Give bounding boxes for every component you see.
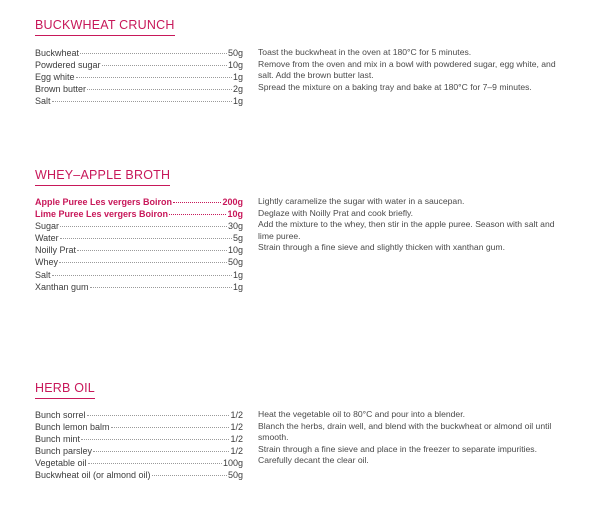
method-step: Toast the buckwheat in the oven at 180°C for 5 minutes. bbox=[258, 47, 472, 57]
ingredient-name: Lime Puree Les vergers Boiron bbox=[35, 209, 169, 220]
ingredient-row bbox=[35, 59, 243, 71]
ingredient-qty: 50g bbox=[227, 257, 243, 268]
ingredient-name: Brown butter bbox=[35, 84, 87, 95]
ingredient-name: Vegetable oil bbox=[35, 458, 87, 469]
ingredient-qty: 100g bbox=[222, 458, 243, 469]
ingredient-name: Buckwheat oil (or almond oil) bbox=[35, 470, 151, 481]
ingredient-list bbox=[35, 196, 243, 293]
dot-leader bbox=[173, 202, 221, 203]
ingredient-qty: 200g bbox=[222, 197, 243, 207]
ingredient-row bbox=[35, 469, 243, 481]
dot-leader bbox=[59, 262, 227, 263]
ingredient-name: Xanthan gum bbox=[35, 281, 89, 292]
method-step: Deglaze with Noilly Prat and cook briefly. bbox=[258, 207, 414, 218]
ingredient-row bbox=[35, 256, 243, 268]
ingredient-name: Bunch parsley bbox=[35, 446, 93, 457]
dot-leader bbox=[77, 250, 227, 251]
ingredient-qty: 1/2 bbox=[230, 434, 243, 445]
dot-leader bbox=[169, 214, 226, 215]
ingredient-name: Egg white bbox=[35, 72, 75, 83]
ingredient-row bbox=[35, 47, 243, 59]
dot-leader bbox=[111, 427, 230, 428]
ingredient-name: Salt bbox=[35, 269, 51, 280]
ingredient-name: Water bbox=[35, 233, 59, 244]
ingredient-qty: 1g bbox=[232, 72, 243, 83]
dot-leader bbox=[93, 451, 229, 452]
section-title: WHEY–APPLE BROTH bbox=[35, 168, 170, 186]
ingredient-row bbox=[35, 95, 243, 107]
section-title: HERB OIL bbox=[35, 381, 95, 399]
ingredient-qty: 10g bbox=[227, 245, 243, 256]
ingredient-name: Powdered sugar bbox=[35, 60, 101, 71]
ingredient-list bbox=[35, 47, 243, 107]
ingredient-qty: 10g bbox=[227, 209, 243, 220]
dot-leader bbox=[81, 439, 229, 440]
ingredient-qty: 1g bbox=[232, 269, 243, 280]
ingredient-qty: 30g bbox=[227, 221, 243, 232]
ingredient-row bbox=[35, 269, 243, 281]
method-step: Remove from the oven and mix in a bowl with powdered sugar, egg white, and salt. Add the brown butter last. bbox=[258, 58, 556, 81]
ingredient-name: Bunch mint bbox=[35, 434, 81, 445]
ingredient-row bbox=[35, 244, 243, 256]
dot-leader bbox=[88, 463, 222, 464]
ingredient-name: Whey bbox=[35, 257, 59, 268]
ingredient-row bbox=[35, 220, 243, 232]
ingredient-name: Sugar bbox=[35, 221, 60, 232]
section-whey-apple-broth bbox=[35, 166, 565, 316]
ingredient-row bbox=[35, 281, 243, 293]
ingredient-row bbox=[35, 421, 243, 433]
ingredient-qty: 1/2 bbox=[230, 410, 243, 420]
ingredient-qty: 5g bbox=[232, 233, 243, 244]
method-step: Blanch the herbs, drain well, and blend with the buckwheat or almond oil until smooth. bbox=[258, 420, 552, 443]
dot-leader bbox=[152, 475, 227, 476]
ingredient-name: Buckwheat bbox=[35, 48, 80, 58]
dot-leader bbox=[87, 415, 230, 416]
method-step: Strain through a fine sieve and place in the freezer to separate impurities. Carefully decant the clear oil. bbox=[258, 443, 537, 466]
dot-leader bbox=[60, 238, 232, 239]
ingredient-qty: 2g bbox=[232, 84, 243, 95]
dot-leader bbox=[52, 101, 232, 102]
ingredient-name: Noilly Prat bbox=[35, 245, 77, 256]
ingredient-name: Bunch sorrel bbox=[35, 410, 86, 420]
ingredient-row bbox=[35, 445, 243, 457]
method-text bbox=[258, 47, 558, 93]
ingredient-qty: 50g bbox=[227, 48, 243, 58]
dot-leader bbox=[90, 287, 232, 288]
ingredient-name: Bunch lemon balm bbox=[35, 422, 110, 433]
method-step: Add the mixture to the whey, then stir in the apple puree. Season with salt and lime puree. bbox=[258, 219, 555, 241]
dot-leader bbox=[52, 275, 232, 276]
ingredient-row bbox=[35, 433, 243, 445]
ingredient-name: Salt bbox=[35, 96, 51, 107]
dot-leader bbox=[87, 89, 232, 90]
ingredient-row bbox=[35, 457, 243, 469]
method-step: Lightly caramelize the sugar with water in a saucepan. bbox=[258, 196, 465, 206]
ingredient-qty: 1/2 bbox=[230, 422, 243, 433]
ingredient-row bbox=[35, 71, 243, 83]
dot-leader bbox=[102, 65, 227, 66]
ingredient-list bbox=[35, 409, 243, 482]
dot-leader bbox=[60, 226, 227, 227]
dot-leader bbox=[76, 77, 232, 78]
section-herb-oil bbox=[35, 379, 565, 499]
ingredient-row bbox=[35, 409, 243, 421]
ingredient-qty: 1g bbox=[232, 96, 243, 107]
ingredient-qty: 10g bbox=[227, 60, 243, 71]
section-title: BUCKWHEAT CRUNCH bbox=[35, 18, 175, 36]
method-step: Heat the vegetable oil to 80°C and pour into a blender. bbox=[258, 409, 465, 419]
method-text bbox=[258, 196, 558, 254]
ingredient-row bbox=[35, 196, 243, 208]
method-text bbox=[258, 409, 558, 467]
section-buckwheat-crunch bbox=[35, 16, 565, 126]
ingredient-row bbox=[35, 208, 243, 220]
ingredient-qty: 1g bbox=[232, 281, 243, 292]
dot-leader bbox=[80, 53, 227, 54]
ingredient-row bbox=[35, 83, 243, 95]
ingredient-qty: 1/2 bbox=[230, 446, 243, 457]
ingredient-qty: 50g bbox=[227, 470, 243, 481]
method-step: Strain through a fine sieve and slightly thicken with xanthan gum. bbox=[258, 242, 505, 253]
ingredient-name: Apple Puree Les vergers Boiron bbox=[35, 197, 173, 207]
method-step: Spread the mixture on a baking tray and bake at 180°C for 7–9 minutes. bbox=[258, 81, 532, 92]
ingredient-row bbox=[35, 232, 243, 244]
